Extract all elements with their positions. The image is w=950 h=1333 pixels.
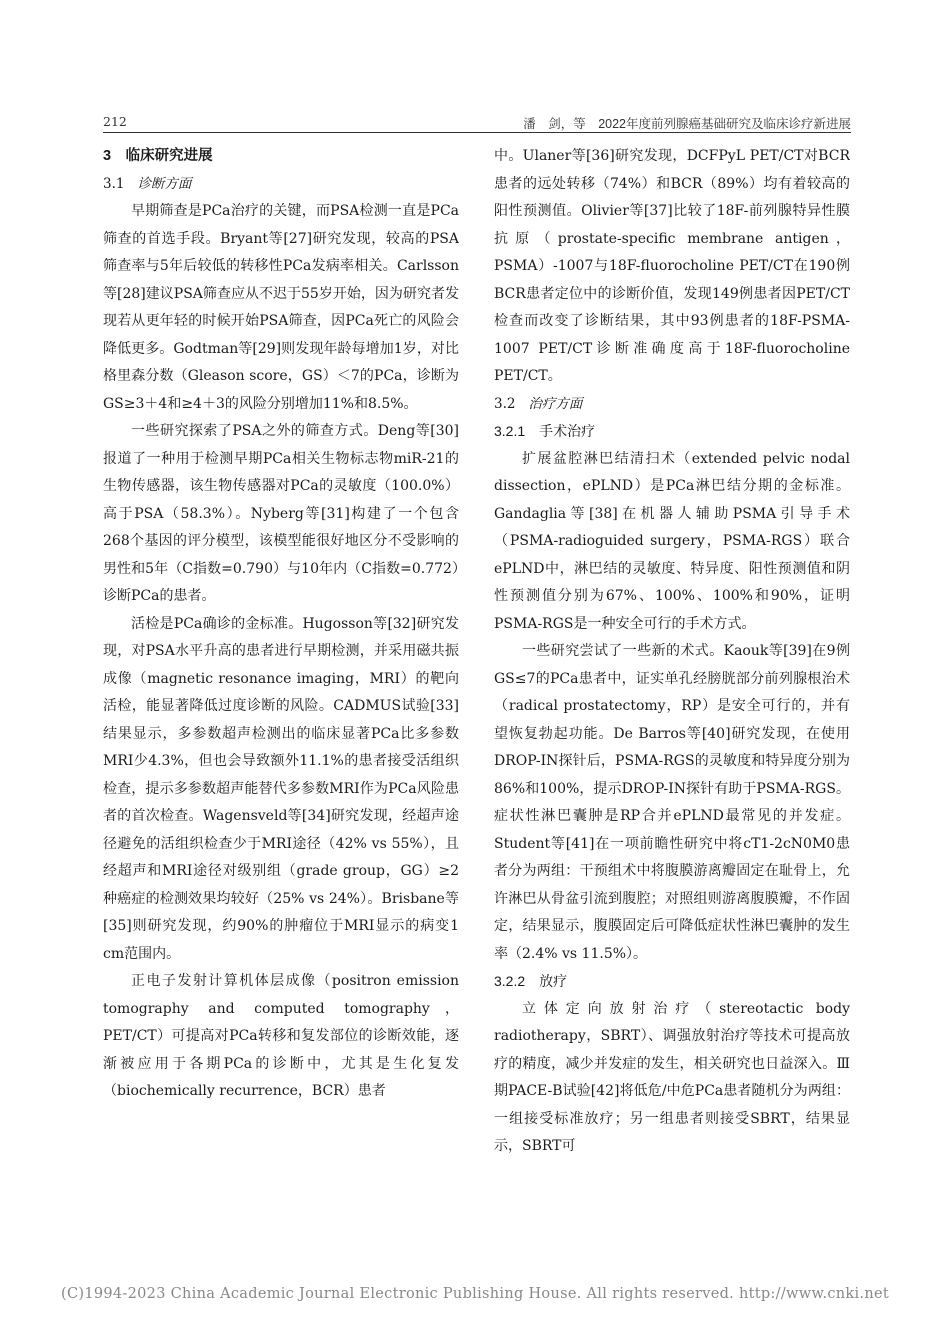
copyright-footer: (C)1994-2023 China Academic Journal Electronic Publishing House. All rights reserved. http://www.cnki.net [61, 1286, 889, 1302]
subsection-label: 诊断方面 [137, 175, 192, 192]
subsubsection-title: 3.2.2 放疗 [494, 973, 568, 989]
paragraph: 正电子发射计算机体层成像（positron emission tomography and computed tomography，PET/CT）可提高对PCa转移和复发部位的诊断效能，逐渐被应用于各期PCa的诊断中，尤其是生化复发（biochemically recurrence，BCR）患者 [103, 973, 459, 1099]
paragraph: 扩展盆腔淋巴结清扫术（extended pelvic nodal dissection，ePLND）是PCa淋巴结分期的金标准。Gandaglia等[38]在机器人辅助PSMA引导手术（PSMA-radioguided surgery，PSMA-RGS）联合ePLND中，淋巴结的灵敏度、特异度、阳性预测值和阴性预测值分别为67%、100%、100%和90%，证明PSMA-RGS是一种安全可行的手术方式。 [494, 450, 850, 632]
subsubsection-title: 3.2.1 手术治疗 [494, 423, 596, 439]
paragraph: 立体定向放射治疗（stereotactic body radiotherapy，SBRT）、调强放射治疗等技术可提高放疗的精度，减少并发症的发生，相关研究也日益深入。Ⅲ期PACE-B试验[42]将低危/中危PCa患者随机分为两组：一组接受标准放疗；另一组患者则接受SBRT，结果显示，SBRT可 [494, 1000, 850, 1154]
right-column [494, 143, 850, 1203]
subsection-label: 治疗方面 [528, 395, 583, 412]
paragraph: 一些研究探索了PSA之外的筛查方式。Deng等[30]报道了一种用于检测早期PCa相关生物标志物miR-21的生物传感器，该生物传感器对PCa的灵敏度（100.0%）高于PSA（58.3%）。Nyberg等[31]构建了一个包含268个基因的评分模型，该模型能很好地区分不受影响的男性和5年（C指数=0.790）与10年内（C指数=0.772）诊断PCa的患者。 [103, 423, 459, 604]
subsection-number: 3.2 [494, 395, 516, 412]
paragraph: 中。Ulaner等[36]研究发现，DCFPyL PET/CT对BCR患者的远处转移（74%）和BCR（89%）均有着较高的阳性预测值。Olivier等[37]比较了18F-前列腺特异性膜抗原（prostate-specific membrane antigen，PSMA）-1007与18F-fluorocholine PET/CT在190例BCR患者定位中的诊断价值，发现149例患者因PET/CT检查而改变了诊断结果，其中93例患者的18F-PSMA-1007 PET/CT诊断准确度高于18F-fluorocholine PET/CT。 [494, 148, 850, 384]
section-title: 3 临床研究进展 [103, 148, 213, 164]
paragraph: 一些研究尝试了一些新的术式。Kaouk等[39]在9例GS≤7的PCa患者中，证实单孔经膀胱部分前列腺根治术（radical prostatectomy，RP）是安全可行的，并有望恢复勃起功能。De Barros等[40]研究发现，在使用DROP-IN探针后，PSMA-RGS的灵敏度和特异度分别为86%和100%，提示DROP-IN探针有助于PSMA-RGS。症状性淋巴囊肿是RP合并ePLND最常见的并发症。Student等[41]在一项前瞻性研究中将cT1-2cN0M0患者分为两组：干预组术中将腹膜游离瓣固定在耻骨上，允许淋巴从骨盆引流到腹腔；对照组则游离腹膜瓣，不作固定，结果显示，腹膜固定后可降低症状性淋巴囊肿的发生率（2.4% vs 11.5%）。 [494, 643, 850, 962]
subsection-number: 3.1 [103, 175, 125, 192]
paragraph: 活检是PCa确诊的金标准。Hugosson等[32]研究发现，对PSA水平升高的患者进行早期检测，并采用磁共振成像（magnetic resonance imaging，MRI）的靶向活检，能显著降低过度诊断的风险。CADMUS试验[33]结果显示，多参数超声检测出的临床显著PCa比多参数MRI少4.3%，但也会导致额外11.1%的患者接受活组织检查，提示多参数超声能替代多参数MRI作为PCa风险患者的首次检查。Wagensveld等[34]研究发现，经超声途径避免的活组织检查少于MRI途径（42% vs 55%），且经超声和MRI途径对级别组（grade group，GG）≥2种癌症的检测效果均较好（25% vs 24%）。Brisbane等[35]则研究发现，约90%的肿瘤位于MRI显示的病变1 cm范围内。 [103, 615, 459, 962]
left-column [103, 143, 459, 1203]
page-header [103, 110, 851, 133]
subsection-title [103, 171, 459, 199]
running-title: 潘 剑，等 2022年度前列腺癌基础研究及临床诊疗新进展 [523, 117, 851, 131]
subsection-title [494, 391, 850, 419]
page-number: 212 [103, 114, 127, 129]
paragraph: 早期筛查是PCa治疗的关键，而PSA检测一直是PCa筛查的首选手段。Bryant等[27]研究发现，较高的PSA筛查率与5年后较低的转移性PCa发病率相关。Carlsson等[28]建议PSA筛查应从不迟于55岁开始，因为研究者发现若从更年轻的时候开始PSA筛查，因PCa死亡的风险会降低更多。Godtman等[29]则发现年龄每增加1岁，对比格里森分数（Gleason score，GS）＜7的PCa，诊断为GS≥3＋4和≥4＋3的风险分别增加11%和8.5%。 [103, 203, 459, 412]
